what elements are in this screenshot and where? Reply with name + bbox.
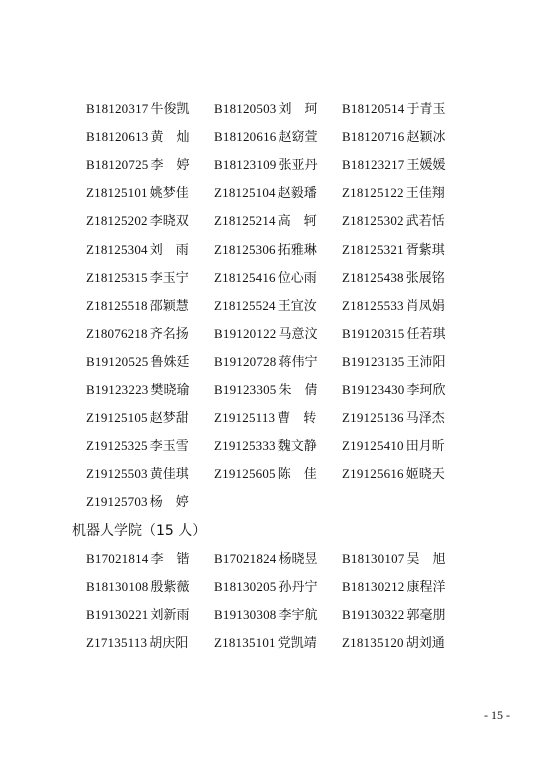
student-name: 赵梦甜 (149, 411, 189, 427)
roster-row (0, 547, 542, 571)
student-entry (342, 97, 446, 121)
roster-row (0, 603, 542, 627)
student-id: B18123109 (214, 157, 277, 173)
student-id: Z18125101 (86, 185, 148, 201)
student-name: 任若琪 (406, 326, 446, 342)
student-entry (214, 406, 316, 430)
student-id: B18130107 (342, 550, 405, 566)
student-entry (214, 97, 318, 121)
student-name: 殷紫薇 (150, 579, 190, 595)
student-name: 郭毫朋 (406, 607, 446, 623)
student-id: Z19125105 (86, 410, 148, 426)
student-entry (214, 631, 317, 655)
student-name: 马意汶 (278, 326, 318, 342)
student-name: 牛俊凯 (150, 102, 190, 117)
student-entry (342, 350, 446, 374)
roster-row (0, 462, 542, 486)
student-name: 王佳翔 (405, 186, 445, 202)
student-entry (342, 294, 445, 318)
student-entry (86, 294, 189, 318)
student-name: 胥紫琪 (405, 242, 445, 258)
student-entry (86, 547, 190, 571)
student-name: 李珂欣 (406, 383, 446, 398)
student-name: 杨晓昱 (278, 551, 318, 567)
student-entry (214, 350, 318, 374)
section-heading: 机器人学院（15 人） (72, 522, 207, 539)
roster-row (0, 406, 542, 430)
student-id: Z19125410 (342, 438, 404, 454)
student-id: B19130221 (86, 606, 149, 622)
student-id: B19123430 (342, 382, 405, 397)
student-entry (342, 181, 445, 205)
student-entry (86, 125, 190, 149)
student-name: 黄 灿 (150, 130, 190, 146)
student-entry (86, 434, 189, 458)
student-entry (342, 603, 446, 627)
student-entry (342, 406, 445, 430)
student-name: 王媛媛 (406, 158, 446, 174)
roster-row (0, 575, 542, 599)
student-name: 孙丹宁 (278, 579, 318, 595)
student-name: 樊晓瑜 (150, 383, 190, 398)
student-id: Z18125321 (342, 241, 404, 257)
student-name: 胡刘通 (405, 635, 445, 651)
student-entry (342, 322, 446, 346)
student-entry (214, 575, 318, 599)
student-entry (214, 266, 317, 290)
student-entry (214, 125, 318, 149)
student-name: 康程洋 (406, 579, 446, 595)
roster-row (0, 125, 542, 149)
student-id: Z18135120 (342, 634, 404, 650)
student-id: Z18125438 (342, 269, 404, 285)
student-entry (214, 547, 318, 571)
student-entry (214, 181, 317, 205)
student-entry (86, 631, 188, 655)
student-id: B18130108 (86, 578, 149, 594)
student-name: 赵窈萱 (278, 130, 318, 146)
student-id: Z19125703 (86, 494, 148, 510)
student-id: B18120317 (86, 101, 149, 116)
student-entry (86, 575, 190, 599)
student-name: 杨 婷 (149, 495, 189, 511)
student-id: B19130308 (214, 606, 277, 622)
student-name: 王沛阳 (406, 354, 446, 370)
student-name: 李玉雪 (149, 439, 189, 455)
student-name: 刘 雨 (149, 242, 189, 258)
student-id: Z18125202 (86, 213, 148, 229)
student-entry (86, 209, 189, 233)
student-name: 黄佳琪 (149, 467, 189, 483)
student-name: 位心雨 (277, 270, 317, 286)
roster-row (0, 153, 542, 177)
student-entry (86, 181, 189, 205)
roster-row (0, 181, 542, 205)
student-id: Z17135113 (86, 634, 148, 650)
student-name: 蒋伟宁 (278, 354, 318, 370)
student-id: Z18125518 (86, 297, 148, 313)
student-id: Z18125302 (342, 213, 404, 229)
student-name: 张亚丹 (278, 158, 318, 174)
student-name: 齐名扬 (149, 326, 189, 342)
student-entry (342, 631, 445, 655)
roster-row (0, 322, 542, 346)
student-name: 马泽杰 (405, 411, 445, 427)
student-name: 陈 佳 (277, 467, 317, 483)
student-id: B18120613 (86, 129, 149, 145)
student-entry (86, 322, 189, 346)
student-entry (342, 266, 445, 290)
student-name: 李 婷 (150, 158, 190, 174)
student-name: 武若恬 (405, 214, 445, 230)
student-id: Z18125214 (214, 213, 276, 229)
roster-row (0, 434, 542, 458)
student-entry (342, 125, 446, 149)
roster-row (0, 631, 542, 655)
student-entry (86, 603, 190, 627)
student-name: 胡庆阳 (149, 635, 189, 651)
student-entry (342, 238, 445, 262)
student-name: 赵颖冰 (406, 130, 446, 146)
student-name: 王宜汝 (277, 298, 317, 314)
student-entry (342, 378, 446, 402)
student-id: B19123223 (86, 382, 149, 397)
student-entry (342, 547, 446, 571)
student-entry (214, 434, 317, 458)
student-id: Z18125306 (214, 241, 276, 257)
student-id: Z19125503 (86, 466, 148, 482)
student-entry (214, 378, 318, 402)
student-id: B19120728 (214, 353, 277, 369)
student-id: Z19125136 (342, 410, 404, 426)
student-id: B17021824 (214, 550, 277, 566)
student-id: B19123135 (342, 353, 405, 369)
student-entry (86, 238, 189, 262)
student-name: 朱 倩 (278, 383, 318, 398)
student-id: Z19125605 (214, 466, 276, 482)
student-entry (214, 294, 317, 318)
student-id: B18120514 (342, 101, 405, 116)
student-entry (86, 97, 190, 121)
student-name: 高 轲 (277, 214, 317, 230)
student-entry (214, 153, 318, 177)
student-id: Z18125122 (342, 185, 404, 201)
student-entry (214, 209, 317, 233)
student-entry (214, 322, 318, 346)
student-name: 张展铭 (405, 270, 445, 286)
student-entry (86, 490, 189, 514)
student-id: Z19125325 (86, 438, 148, 454)
student-entry (342, 462, 445, 486)
student-entry (86, 153, 190, 177)
student-id: B19120315 (342, 325, 405, 341)
roster-row (0, 209, 542, 233)
student-entry (86, 266, 189, 290)
student-id: B18120725 (86, 157, 149, 173)
student-id: Z18125104 (214, 185, 276, 201)
roster-row (0, 490, 542, 514)
student-name: 吴 旭 (406, 551, 446, 567)
student-id: Z18125533 (342, 297, 404, 313)
student-entry (342, 209, 445, 233)
student-name: 曹 转 (277, 411, 317, 427)
student-entry (214, 603, 318, 627)
student-entry (86, 406, 189, 430)
student-entry (342, 575, 446, 599)
student-name: 鲁姝廷 (150, 354, 190, 370)
roster-row (0, 238, 542, 262)
student-id: Z18125315 (86, 269, 148, 285)
student-entry (342, 153, 446, 177)
roster-row (0, 97, 542, 121)
student-name: 李晓双 (149, 214, 189, 230)
student-name: 姬晓天 (405, 467, 445, 483)
student-name: 田月昕 (405, 439, 445, 455)
student-id: B18120716 (342, 129, 405, 145)
student-id: Z19125616 (342, 466, 404, 482)
student-entry (86, 378, 190, 402)
student-id: Z18076218 (86, 325, 148, 341)
roster-row (0, 350, 542, 374)
student-name: 肖凤娟 (405, 298, 445, 314)
student-id: B17021814 (86, 550, 149, 566)
student-name: 于青玉 (406, 102, 446, 117)
student-name: 党凯靖 (277, 635, 317, 651)
student-id: Z18125416 (214, 269, 276, 285)
student-id: Z19125333 (214, 438, 276, 454)
student-name: 魏文静 (277, 439, 317, 455)
student-name: 李 锴 (150, 551, 190, 567)
student-entry (342, 434, 445, 458)
student-name: 李宇航 (278, 607, 318, 623)
student-entry (214, 238, 317, 262)
student-name: 李玉宁 (149, 270, 189, 286)
student-id: Z19125113 (214, 410, 276, 426)
student-entry (86, 462, 189, 486)
student-name: 姚梦佳 (149, 186, 189, 202)
student-id: B19120122 (214, 325, 277, 341)
student-name: 拓雅琳 (277, 242, 317, 258)
student-name: 刘新雨 (150, 607, 190, 623)
student-id: Z18125304 (86, 241, 148, 257)
student-id: Z18125524 (214, 297, 276, 313)
student-id: B19120525 (86, 353, 149, 369)
roster-row (0, 266, 542, 290)
student-name: 赵毅璠 (277, 186, 317, 202)
student-name: 刘 珂 (278, 102, 318, 117)
roster-row (0, 294, 542, 318)
student-entry (86, 350, 190, 374)
student-id: B19130322 (342, 606, 405, 622)
student-id: B19123305 (214, 382, 277, 397)
roster-row (0, 378, 542, 402)
student-id: B18123217 (342, 157, 405, 173)
student-id: B18120616 (214, 129, 277, 145)
student-id: B18130212 (342, 578, 405, 594)
student-id: B18120503 (214, 101, 277, 116)
student-id: B18130205 (214, 578, 277, 594)
student-entry (214, 462, 317, 486)
student-name: 邵颖慧 (149, 298, 189, 314)
student-id: Z18135101 (214, 634, 276, 650)
page-number: - 15 - (484, 708, 510, 722)
